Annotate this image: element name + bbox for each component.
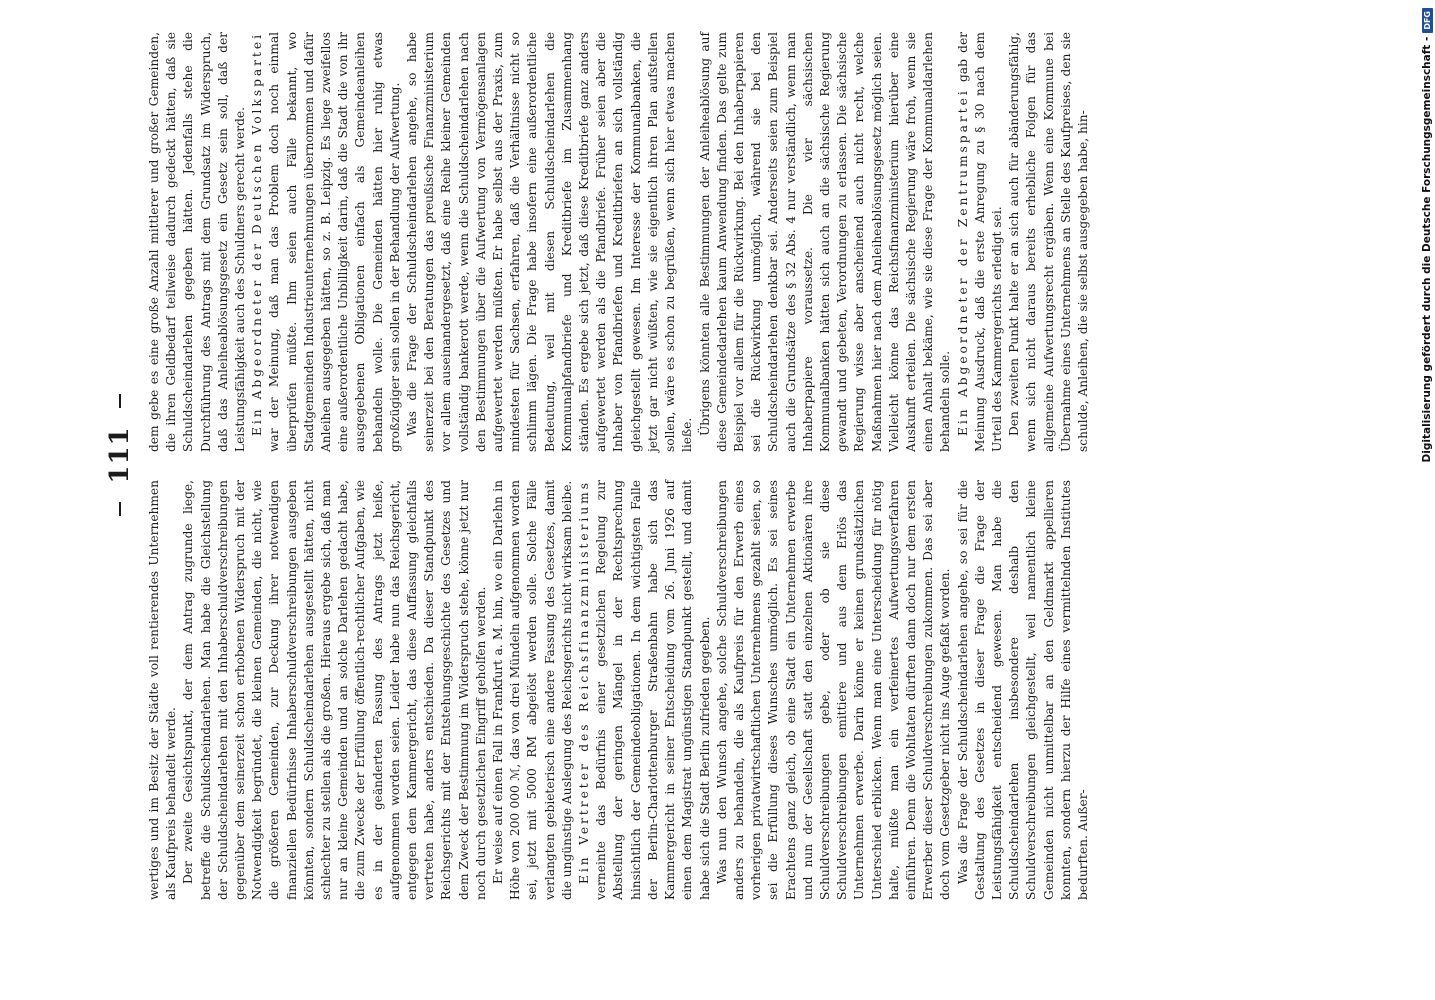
paragraph [249,32,404,452]
paragraph [1006,32,1092,452]
paragraph-text: Der zweite Gesichtspunkt, der dem Antrag zugrunde liege, betreffe die Schuldscheindarlehen. Man habe die Gleichstellung der Schuldscheindarlehen mit den Inhaberschuldverschreibungen gegenüber dem seinerzeit schon erhobenen Widerspruch mit der Notwendigkeit begründet, die kleinen Gemeinden, die nicht, wie die größeren Gemeinden, zur Deckung ihrer notwendigen finanziellen Bedürfnisse Inhaberschuldverschreibungen ausgeben könnten, sondern Schuldscheindarlehen ausgestellt hätten, nicht schlechter zu stellen als die großen. Hieraus ergebe sich, daß man nur an kleine Gemeinden und an solche Darlehen gedacht habe, die zum Zwecke der Erfüllung öffentlich-rechtlicher Aufgaben, wie es in der geänderten Fassung des Antrags jetzt heiße, aufgenommen worden seien. Leider habe nun das Reichsgericht, entgegen dem Kammergericht, das diese Auffassung gleichfalls vertreten habe, anders entschieden. Da dieser Standpunkt des Reichsgerichts mit der Entstehungsgeschichte des Gesetzes und dem Zweck der Bestimmung im Widerspruch stehe, könne jetzt nur noch durch gesetzlichen Eingriff geholfen werden. [181,480,488,900]
paragraph [955,32,1007,452]
speaker-label: Ein Vertreter des Reichsfinanzministeriums [577,480,592,884]
paragraph [697,32,955,452]
paragraph [404,32,696,452]
paragraph-text: dem gebe es eine große Anzahl mittlerer und großer Gemeinden, die ihren Geldbedarf teilweise dadurch gedeckt hätten, daß sie Schuldscheindarlehen gegeben hätten. Jedenfalls stehe die Durchführung des Antrags mit dem Grundsatz im Widerspruch, daß das Anleiheablösungsgesetz ein Gesetz sein soll, daß der Leistungsfähigkeit auch des Schuldners gerecht werde. [147,32,248,452]
paragraph-text: Den zweiten Punkt halte er an sich auch für abänderungsfähig, wenn sich nicht daraus bereits erhebliche Folgen für das allgemeine Aufwertungsrecht ergäben. Wenn eine Kommune bei Übernahme eines Unternehmens an Stelle des Kaufpreises, den sie schulde, Anleihen, die sie selbst ausgegeben habe, hin- [1007,32,1090,452]
paragraph [955,480,1093,900]
page-header [100,10,140,900]
speaker-label: Ein Abgeordneter der Deutschen Volkspartei [250,32,265,436]
paragraph [180,480,490,900]
paragraph [490,480,576,900]
paragraph [576,480,714,900]
paragraph-text: wertiges und im Besitz der Städte voll rentierendes Unternehmen als Kaufpreis behandelt werde. [147,480,179,900]
page-number: 111 [105,426,135,484]
text-column-left [146,480,1090,900]
paragraph-text: Übrigens könnten alle Bestimmungen der Anleiheablösung auf diese Gemeindedarlehen kaum Anwendung finden. Das gelte zum Beispiel vor allem für die Rückwirkung. Bei den Inhaberpapieren sei die Rückwirkung unmöglich, während sie bei den Schuldscheindarlehen denkbar sei. Anderseits seien zum Beispiel auch die Grundsätze des § 32 Abs. 4 nur verständlich, wenn man Inhaberpapiere voraussetze. Die vier sächsischen Kommunalbanken hätten sich auch an die sächsische Regierung gewandt und gebeten, Verordnungen zu erlassen. Die sächsische Regierung wisse aber anscheinend auch nicht recht, welche Maßnahmen hier nach dem Anleiheablösungsgesetz möglich seien. Vielleicht könne das Reichsfinanzministerium hierüber eine Auskunft erteilen. Die sächsische Regierung wäre froh, wenn sie einen Anhalt bekäme, wie sie diese Frage der Kommunaldarlehen behandeln solle. [697,32,953,452]
paragraph-text: war der Meinung, daß man das Problem doch noch einmal überprüfen müßte. Ihm seien auch Fälle bekannt, wo Stadtgemeinden Industrieunternehmungen übernommen und dafür Anleihen ausgegeben hätten, so z. B. Leipzig. Es liege zweifellos eine außerordentliche Unbilligkeit darin, daß die Stadt die von ihr ausgegebenen Obligationen einfach als Gemeindeanleihen behandeln wolle. Die Gemeinden hätten hier ruhig etwas großzügiger sein sollen in der Behandlung der Aufwertung. [267,32,402,452]
speaker-label: Ein Abgeordneter der Zentrumspartei [955,88,970,436]
paragraph-text: verneinte das Bedürfnis einer gesetzlichen Regelung zur Abstellung der geringen Mängel in der Rechtsprechung hinsichtlich der Gemeindeobligationen. In dem wichtigsten Falle der Berlin-Charlottenburger Straßenbahn habe sich das Kammergericht in seiner Entscheidung vom 26. Juni 1926 auf einen dem Magistrat ungünstigen Standpunkt gestellt, und damit habe sich die Stadt Berlin zufrieden gegeben. [594,480,712,900]
rotated-page [100,10,1090,900]
paragraph-text: Was die Frage der Schuldscheindarlehen angehe, so sei für die Gestaltung des Gesetzes in dieser Frage die Frage der Leistungsfähigkeit entscheidend gewesen. Man habe die Schuldscheindarlehen insbesondere deshalb den Schuldverschreibungen gleichgestellt, weil namentlich kleine Gemeinden nicht unmittelbar an den Geldmarkt appellieren konnten, sondern hierzu der Hilfe eines vermittelnden Institutes bedurften. Außer- [955,480,1090,900]
dfg-logo: DFG [1422,8,1433,33]
paragraph [714,480,955,900]
paragraph-text: gab der Meinung Ausdruck, daß die erste Anregung zu § 30 nach dem Urteil des Kammergerichts erledigt sei. [955,32,1004,452]
paragraph [146,480,180,900]
header-dash-left [119,502,121,516]
paragraph-text: Was die Frage der Schuldscheindarlehen angehe, so habe seinerzeit bei den Beratungen das preußische Finanzministerium vor allem auseinandergesetzt, daß eine Reihe kleiner Gemeinden vollständig bankerott werde, wenn die Schuldscheindarlehen nach den Bestimmungen über die Aufwertung von Vermögensanlagen aufgewertet werden müßten. Er habe selbst aus der Praxis, zum mindesten für Sachsen, erfahren, daß die Verhältnisse nicht so schlimm lägen. Die Frage habe insofern eine außerordentliche Bedeutung, weil mit diesen Schuldscheindarlehen die Kommunalpfandbriefe und Kreditbriefe im Zusammenhang ständen. Es ergebe sich jetzt, daß diese Kreditbriefe ganz anders aufgewertet werden als die Pfandbriefe. Früher seien aber die Inhaber von Pfandbriefen und Kreditbriefen an sich vollständig gleichgestellt gewesen. Im Interesse der Kommunalbanken, die jetzt gar nicht wüßten, wie sie eigentlich ihren Plan aufstellen sollen, wäre es schon zu begrüßen, wenn sich hier etwas machen ließe. [405,32,695,452]
paragraph [146,32,249,452]
header-dash-right [119,394,121,408]
dfg-funding-note [1419,0,1435,1000]
text-column-right [146,32,1090,452]
dfg-note-text: Digitalisierung gefördert durch die Deutsche Forschungsgemeinschaft - [1421,36,1433,463]
paragraph-text: Er weise auf einen Fall in Frankfurt a. M. hin, wo ein Darlehn in Höhe von 200 000 ℳ, das von drei Mündeln aufgenommen worden sei, jetzt mit 5000 RM abgelöst werden solle. Solche Fälle verlangten gebieterisch eine andere Fassung des Gesetzes, damit die ungünstige Auslegung des Reichsgerichts nicht wirksam bleibe. [491,480,574,900]
paragraph-text: Was nun den Wunsch angehe, solche Schuldverschreibungen anders zu behandeln, die als Kaufpreis für den Erwerb eines vorherigen privatwirtschaftlichen Unternehmens gezahlt seien, so sei die Erfüllung dieses Wunsches unmöglich. Es sei seines Erachtens ganz gleich, ob eine Stadt ein Unternehmen erwerbe und nun der Gesellschaft statt den einzelnen Aktionären ihre Schuldverschreibungen gebe, oder ob sie diese Schuldverschreibungen emittiere und aus dem Erlös das Unternehmen erwerbe. Darin könne er keinen grundsätzlichen Unterschied erblicken. Wenn man eine Unterscheidung für nötig halte, müßte man ein verfeinertes Aufwertungsverfahren einführen. Denn die Wohltaten dürften dann doch nur dem ersten Erwerber dieser Schuldverschreibungen zukommen. Das sei aber doch vom Gesetzgeber nicht ins Auge gefaßt worden. [714,480,953,900]
